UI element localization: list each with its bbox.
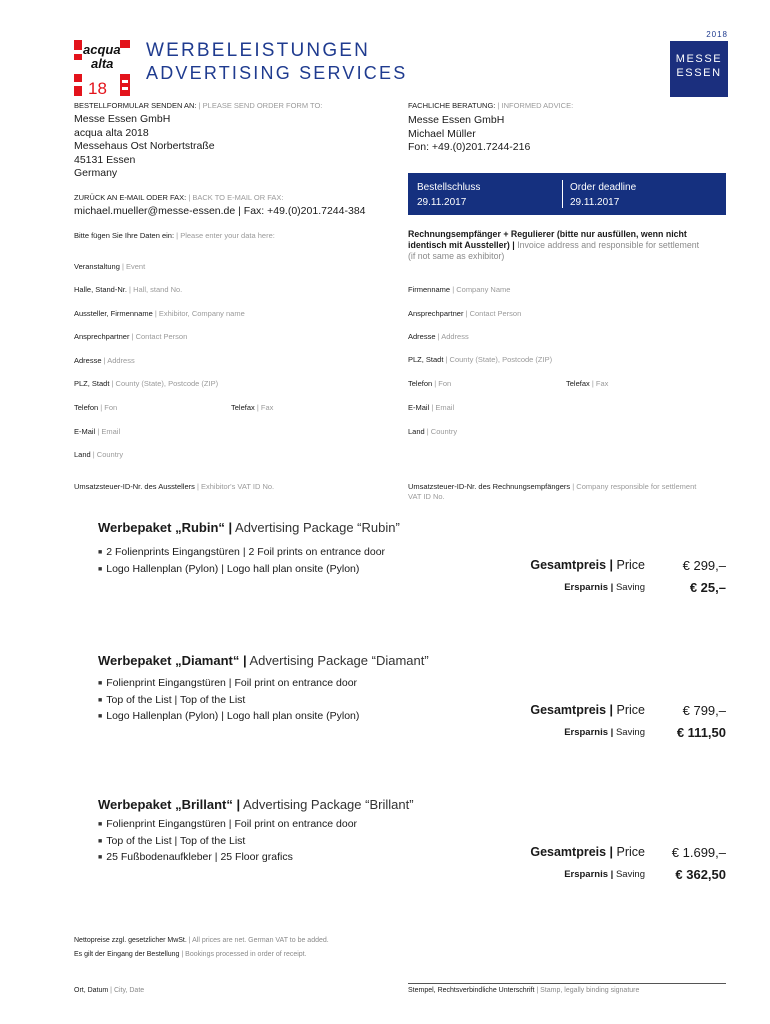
deadline-box (408, 173, 726, 215)
package-brillant-price-label: Gesamtpreis | Price (530, 845, 645, 859)
field-postcode-city[interactable]: PLZ, Stadt | County (State), Postcode (ZIP) (74, 379, 219, 388)
package-rubin-saving-label: Ersparnis | Saving (564, 582, 645, 593)
send-to-label-en: | PLEASE SEND ORDER FORM TO: (196, 101, 323, 110)
advice-label-de: FACHLICHE BERATUNG: (408, 101, 496, 110)
field-email[interactable]: E-Mail | Email (74, 427, 121, 436)
list-item: ■ Folienprint Eingangstüren | Foil print on entrance door (98, 676, 359, 693)
address-line: Germany (74, 167, 118, 179)
form-intro (74, 231, 275, 241)
deadline-en (570, 180, 636, 210)
package-title-en: Advertising Package “Brillant” (240, 797, 414, 812)
city-date-field[interactable]: Ort, Datum | City, Date (74, 987, 145, 994)
list-item: ■ Folienprint Eingangstüren | Foil print on entrance door (98, 817, 357, 834)
vat-note: Nettopreise zzgl. gesetzlicher MwSt. | All prices are net. German VAT to be added. (74, 937, 329, 944)
list-item: ■ Logo Hallenplan (Pylon) | Logo hall plan onsite (Pylon) (98, 562, 385, 579)
deadline-en-label: Order deadline (570, 182, 637, 193)
signature-field[interactable]: Stempel, Rechtsverbindliche Unterschrift | Stamp, legally binding signature (408, 987, 640, 994)
field-event[interactable]: Veranstaltung | Event (74, 262, 146, 271)
form-intro-de: Bitte fügen Sie Ihre Daten ein: (74, 231, 175, 240)
address-line: acqua alta 2018 (74, 126, 149, 139)
field-fax[interactable]: Telefax | Fax (231, 403, 274, 412)
form-intro-en: | Please enter your data here: (174, 231, 275, 240)
package-rubin-price: € 299,– (682, 558, 726, 573)
address-line: 45131 Essen (74, 153, 136, 166)
field-invoice-contact[interactable]: Ansprechpartner | Contact Person (408, 309, 522, 318)
year-label: 2018 (706, 30, 728, 39)
list-item: ■ 2 Folienprints Eingangstüren | 2 Foil prints on entrance door (98, 545, 385, 562)
package-diamant-title (98, 653, 429, 668)
svg-text:18: 18 (88, 79, 107, 96)
advice-line: Fon: +49.(0)201.7244-216 (408, 141, 531, 153)
title-line-2: ADVERTISING SERVICES (146, 63, 408, 83)
package-title-en: Advertising Package “Diamant” (246, 653, 429, 668)
package-rubin-price-label: Gesamtpreis | Price (530, 558, 645, 572)
return-label-de: ZURÜCK AN E-MAIL ODER FAX: (74, 193, 187, 202)
package-diamant-price-label: Gesamtpreis | Price (530, 703, 645, 717)
return-label-en: | BACK TO E-MAIL OR FAX: (186, 193, 284, 202)
package-rubin-items (98, 545, 385, 578)
field-vat-invoice[interactable]: Umsatzsteuer-ID-Nr. des Rechnungsempfängers | Company responsible for settlement VAT ID No. (408, 482, 697, 501)
package-brillant-price: € 1.699,– (671, 845, 726, 860)
send-to-label (74, 101, 322, 111)
title-line-1: WERBELEISTUNGEN (146, 40, 371, 61)
invoice-title-de: Rechnungsempfänger + Regulierer (bitte nur ausfüllen, wenn nicht identisch mit Aussteller) | (408, 229, 687, 250)
deadline-de-date: 29.11.2017 (417, 197, 467, 208)
advice-label (408, 101, 573, 111)
list-item: ■ Top of the List | Top of the List (98, 834, 357, 851)
send-to-address (74, 113, 215, 181)
field-hall-stand[interactable]: Halle, Stand-Nr. | Hall, stand No. (74, 285, 183, 294)
messe-logo-line-1: MESSE (675, 53, 723, 65)
field-invoice-company[interactable]: Firmenname | Company Name (408, 285, 511, 294)
signature-line (408, 983, 726, 984)
field-address[interactable]: Adresse | Address (74, 356, 135, 365)
package-brillant-items (98, 817, 357, 867)
return-contact: michael.mueller@messe-essen.de | Fax: +49.(0)201.7244-384 (74, 205, 366, 217)
messe-essen-logo (670, 41, 728, 97)
package-title-de: Werbepaket „Brillant“ | (98, 797, 241, 812)
package-rubin-saving: € 25,– (689, 580, 726, 595)
field-invoice-country[interactable]: Land | Country (408, 427, 458, 436)
svg-text:acqua: acqua (83, 42, 121, 57)
advice-label-en: | INFORMED ADVICE: (495, 101, 574, 110)
list-item: ■ Top of the List | Top of the List (98, 693, 359, 710)
package-brillant-title (98, 797, 414, 812)
field-exhibitor[interactable]: Aussteller, Firmenname | Exhibitor, Company name (74, 309, 245, 318)
svg-text:alta: alta (91, 56, 114, 71)
package-brillant-saving: € 362,50 (675, 867, 726, 882)
address-line: Messehaus Ost Norbertstraße (74, 140, 215, 152)
advice-contact (408, 114, 530, 155)
package-rubin-title (98, 520, 400, 535)
list-item: ■ Logo Hallenplan (Pylon) | Logo hall plan onsite (Pylon) (98, 709, 359, 726)
field-invoice-postcode-city[interactable]: PLZ, Stadt | County (State), Postcode (ZIP) (408, 355, 553, 364)
package-diamant-items (98, 676, 359, 726)
package-diamant-saving: € 111,50 (676, 725, 726, 740)
list-item: ■ 25 Fußbodenaufkleber | 25 Floor grafics (98, 850, 357, 867)
invoice-title (408, 229, 708, 262)
deadline-de-label: Bestellschluss (417, 182, 481, 193)
field-contact-person[interactable]: Ansprechpartner | Contact Person (74, 332, 188, 341)
send-to-label-de: BESTELLFORMULAR SENDEN AN: (74, 101, 197, 110)
deadline-en-date: 29.11.2017 (570, 197, 620, 208)
messe-logo-line-2: ESSEN (676, 67, 722, 79)
deadline-divider (562, 180, 563, 208)
invoice-title-en: Invoice address and responsible for settlement (if not same as exhibitor) (408, 240, 700, 261)
field-invoice-fax[interactable]: Telefax | Fax (566, 379, 609, 388)
order-note: Es gilt der Eingang der Bestellung | Bookings processed in order of receipt. (74, 951, 307, 958)
field-invoice-phone[interactable]: Telefon | Fon (408, 379, 452, 388)
field-phone[interactable]: Telefon | Fon (74, 403, 118, 412)
field-invoice-address[interactable]: Adresse | Address (408, 332, 469, 341)
package-title-de: Werbepaket „Diamant“ | (98, 653, 247, 668)
acqua-alta-logo (74, 40, 130, 96)
package-title-en: Advertising Package “Rubin” (232, 520, 400, 535)
package-title-de: Werbepaket „Rubin“ | (98, 520, 233, 535)
package-diamant-saving-label: Ersparnis | Saving (564, 727, 645, 738)
field-invoice-email[interactable]: E-Mail | Email (408, 403, 455, 412)
field-country[interactable]: Land | Country (74, 450, 124, 459)
package-brillant-saving-label: Ersparnis | Saving (564, 869, 645, 880)
advice-line: Messe Essen GmbH (408, 114, 505, 126)
address-line: Messe Essen GmbH (74, 113, 171, 125)
field-vat-exhibitor[interactable]: Umsatzsteuer-ID-Nr. des Ausstellers | Exhibitor's VAT ID No. (74, 482, 275, 491)
deadline-de (417, 180, 480, 210)
package-diamant-price: € 799,– (682, 703, 726, 718)
advice-line: Michael Müller (408, 127, 476, 140)
return-label (74, 193, 284, 203)
